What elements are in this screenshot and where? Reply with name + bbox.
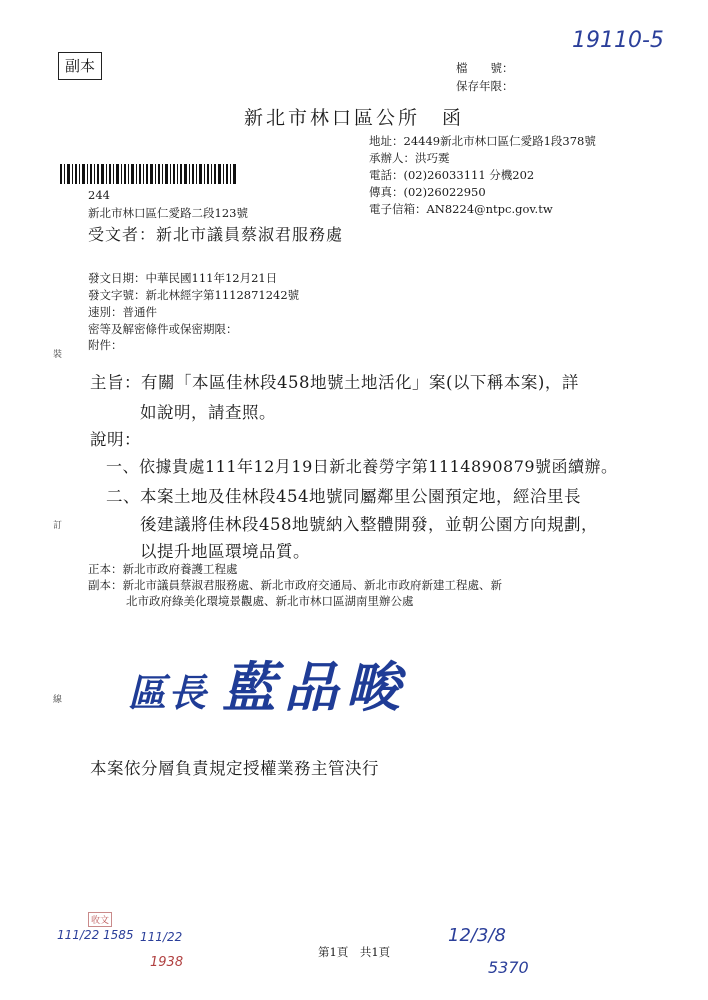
retention-label: 保存年限： [456, 79, 514, 93]
document-number: 發文字號：新北林經字第1112871242號 [88, 288, 300, 302]
binding-mark-2: 訂 [53, 521, 63, 531]
sender-email: 電子信箱：AN8224@ntpc.gov.tw [369, 202, 553, 216]
binding-mark-3: 線 [53, 695, 63, 705]
binding-mark-1: 裝 [53, 350, 63, 360]
explanation-item-2-line-3: 以提升地區環境品質。 [140, 542, 310, 561]
page-footer: 第1頁 共1頁 [318, 945, 391, 959]
barcode [60, 164, 238, 184]
receipt-stamp: 收文 [88, 912, 112, 927]
handwritten-note-bottom-right-2: 5370 [488, 958, 529, 977]
recipient-name: 受文者：新北市議員蔡淑君服務處 [88, 225, 344, 244]
file-number-label: 檔 號： [456, 61, 514, 75]
delivery-speed: 速別：普通件 [88, 305, 157, 319]
handwritten-note-top: 19110-5 [572, 28, 664, 53]
handwritten-number: 1938 [150, 955, 184, 970]
signature-title: 區長 [128, 671, 209, 715]
issue-date: 發文日期：中華民國111年12月21日 [88, 271, 278, 285]
copy-stamp: 副本 [58, 52, 102, 80]
handwritten-note-bottom-right-1: 12/3/8 [448, 925, 506, 946]
original-recipient: 正本：新北市政府養護工程處 [88, 562, 238, 576]
sender-phone: 電話：(02)26033111 分機202 [369, 168, 535, 182]
copy-recipients-line-1: 副本：新北市議員蔡淑君服務處、新北市政府交通局、新北市政府新建工程處、新 [88, 578, 502, 592]
document-title: 新北市林口區公所 函 [243, 107, 464, 129]
subject-line-2: 如說明，請查照。 [140, 403, 276, 422]
explanation-item-2-line-1: 二、本案土地及佳林段454地號同屬鄰里公園預定地，經洽里長 [106, 487, 581, 506]
explanation-heading: 說明： [90, 430, 141, 449]
sender-fax: 傳真：(02)26022950 [369, 185, 486, 199]
sender-handler: 承辦人：洪巧霙 [369, 151, 450, 165]
sender-address: 地址：24449新北市林口區仁愛路1段378號 [369, 134, 596, 148]
recipient-address: 新北市林口區仁愛路二段123號 [88, 206, 248, 220]
handwritten-note-bottom-center: 111/22 [140, 930, 183, 944]
handwritten-note-bottom-left: 111/22 1585 [57, 928, 134, 942]
subject-line-1: 主旨：有關「本區佳林段458地號土地活化」案(以下稱本案)，詳 [90, 373, 579, 392]
copy-recipients-line-2: 北市政府綠美化環境景觀處、新北市林口區湖南里辦公處 [126, 594, 414, 608]
attachment: 附件： [88, 338, 123, 352]
secrecy-level: 密等及解密條件或保密期限： [88, 322, 238, 336]
explanation-item-1: 一、依據貴處111年12月19日新北養勞字第1114890879號函續辦。 [106, 457, 618, 476]
signature-name: 藍品畯 [222, 656, 409, 719]
official-signature [128, 645, 408, 722]
authorization-note: 本案依分層負責規定授權業務主管決行 [90, 759, 379, 778]
explanation-item-2-line-2: 後建議將佳林段458地號納入整體開發，並朝公園方向規劃， [140, 515, 598, 534]
recipient-postal-code: 244 [88, 188, 110, 202]
